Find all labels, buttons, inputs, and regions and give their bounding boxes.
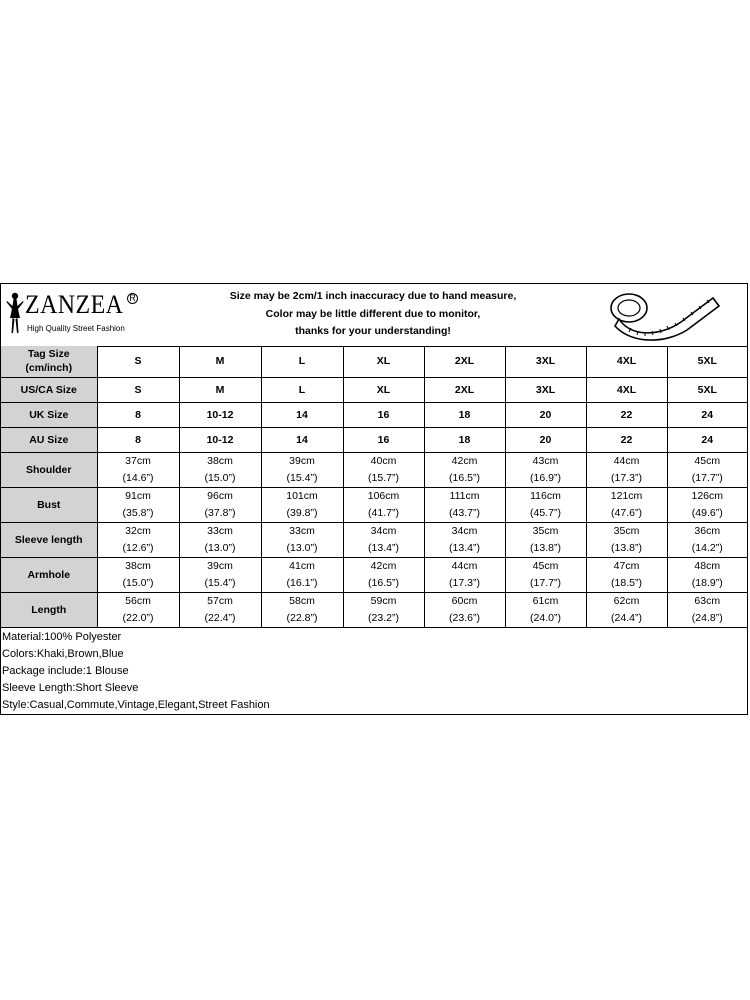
measurement-inch: (24.4”) (611, 611, 642, 624)
measurement-cell (261, 592, 343, 627)
size-header-cell: L (261, 346, 343, 377)
measurement-cm: 37cm (125, 454, 151, 467)
measurement-cell (261, 522, 343, 557)
size-cell: 14 (261, 402, 343, 427)
measurement-cm: 111cm (449, 489, 480, 502)
size-cell: XL (343, 377, 424, 402)
size-chart (0, 283, 748, 715)
detail-style: Style:Casual,Commute,Vintage,Elegant,Street Fashion (2, 699, 270, 711)
size-cell: 24 (667, 427, 747, 452)
measurement-cell (343, 452, 424, 487)
measurement-cell (586, 452, 667, 487)
size-cell: S (97, 377, 179, 402)
notice-line: Size may be 2cm/1 inch inaccuracy due to hand measure, (229, 290, 517, 302)
measurement-cm: 56cm (125, 594, 151, 607)
measurement-cm: 39cm (289, 454, 315, 467)
table-row-measurement (1, 592, 747, 627)
measurement-cm: 61cm (532, 594, 559, 607)
measurement-inch: (16.5”) (368, 576, 399, 589)
measurement-cell (586, 557, 667, 592)
measurement-cm: 33cm (207, 524, 233, 537)
measurement-cm: 32cm (125, 524, 151, 537)
measurement-cm: 45cm (694, 454, 721, 467)
measurement-inch: (13.4”) (449, 541, 480, 554)
size-cell: 16 (343, 427, 424, 452)
measurement-cell (97, 592, 179, 627)
measurement-cell (97, 557, 179, 592)
size-cell: 20 (505, 427, 586, 452)
size-header-cell: 3XL (505, 346, 586, 377)
measurement-inch: (47.6”) (611, 506, 642, 519)
measurement-inch: (15.4”) (286, 471, 318, 484)
brand-logo (3, 287, 153, 343)
notice-line: thanks for your understanding! (295, 325, 451, 337)
measurement-cm: 39cm (207, 559, 233, 572)
size-cell: M (179, 377, 261, 402)
size-cell: 14 (261, 427, 343, 452)
measurement-cell (261, 452, 343, 487)
size-cell: 4XL (586, 377, 667, 402)
measurement-cell (261, 487, 343, 522)
measurement-inch: (22.4”) (204, 611, 236, 624)
table-row-tag-size (1, 346, 747, 377)
measurement-cell (586, 487, 667, 522)
notice-line: Color may be little different due to monitor, (265, 307, 481, 320)
measurement-cell (667, 487, 747, 522)
row-label: Shoulder (1, 452, 97, 487)
measurement-inch: (13.8”) (611, 541, 642, 554)
measurement-inch: (24.0”) (530, 611, 561, 624)
measuring-tape-icon (601, 286, 721, 344)
brand-tagline: High Quality Street Fashion (27, 324, 125, 333)
measurement-cm: 47cm (613, 559, 640, 572)
measurement-cell (424, 557, 505, 592)
size-cell: 10-12 (179, 402, 261, 427)
size-cell: 10-12 (179, 427, 261, 452)
measurement-inch: (22.0”) (122, 611, 154, 624)
row-label: Armhole (1, 557, 97, 592)
woman-silhouette-icon (5, 291, 25, 335)
row-label (1, 346, 97, 377)
measurement-inch: (17.7”) (530, 576, 561, 589)
table-row-measurement (1, 487, 747, 522)
measurement-inch: (13.8”) (530, 541, 561, 554)
size-cell: 8 (97, 427, 179, 452)
size-table (1, 346, 747, 628)
measurement-inch: (23.6”) (449, 611, 480, 624)
size-cell: 5XL (667, 377, 747, 402)
measurement-cell (343, 557, 424, 592)
measurement-cell (505, 452, 586, 487)
brand-name: ZANZEA (25, 290, 124, 319)
row-label-line: Tag Size (27, 348, 70, 361)
product-details (2, 629, 270, 714)
measurement-inch: (12.6”) (122, 541, 154, 554)
measurement-inch: (22.8”) (286, 611, 318, 624)
row-label: Length (1, 592, 97, 627)
measurement-cm: 63cm (694, 594, 721, 607)
measurement-inch: (15.4”) (204, 576, 236, 589)
measurement-cell (261, 557, 343, 592)
measurement-cm: 36cm (694, 524, 721, 537)
size-cell: 18 (424, 427, 505, 452)
table-row-measurement (1, 522, 747, 557)
measurement-cm: 42cm (451, 454, 478, 467)
measurement-cell (179, 522, 261, 557)
measurement-inch: (24.8”) (691, 611, 723, 624)
size-header-cell: 4XL (586, 346, 667, 377)
row-label: Sleeve length (1, 522, 97, 557)
row-label: UK Size (1, 402, 97, 427)
size-cell: 24 (667, 402, 747, 427)
measurement-cell (667, 452, 747, 487)
measurement-cell (179, 452, 261, 487)
measurement-inch: (13.0”) (204, 541, 236, 554)
size-header-cell: M (179, 346, 261, 377)
measurement-inch: (18.5”) (611, 576, 642, 589)
measurement-cm: 116cm (530, 489, 561, 502)
table-row-size (1, 427, 747, 452)
size-cell: 8 (97, 402, 179, 427)
measurement-cm: 43cm (532, 454, 559, 467)
measurement-cell (179, 592, 261, 627)
measurement-inch: (43.7”) (449, 506, 480, 519)
measurement-cell (97, 522, 179, 557)
measurement-cm: 106cm (367, 489, 400, 502)
measurement-cm: 41cm (289, 559, 315, 572)
measurement-inch: (15.0”) (122, 576, 154, 589)
size-cell: 16 (343, 402, 424, 427)
measurement-cm: 40cm (370, 454, 397, 467)
measurement-cm: 91cm (125, 489, 151, 502)
measurement-cell (424, 487, 505, 522)
size-cell: 22 (586, 402, 667, 427)
measurement-cm: 35cm (613, 524, 640, 537)
table-row-measurement (1, 557, 747, 592)
measurement-cm: 35cm (532, 524, 559, 537)
measurement-cm: 42cm (370, 559, 397, 572)
measurement-inch: (14.2”) (691, 541, 723, 554)
measurement-cell (586, 592, 667, 627)
measurement-cell (586, 522, 667, 557)
measurement-cm: 60cm (451, 594, 478, 607)
table-row-size (1, 402, 747, 427)
measurement-inch: (13.4”) (368, 541, 399, 554)
measurement-cell (424, 522, 505, 557)
measurement-cm: 126cm (691, 489, 723, 502)
detail-package: Package include:1 Blouse (2, 665, 129, 677)
size-chart-header (1, 284, 747, 347)
measurement-inch: (15.0”) (204, 471, 236, 484)
measurement-cm: 34cm (370, 524, 397, 537)
row-label-line: (cm/inch) (25, 362, 73, 375)
detail-colors: Colors:Khaki,Brown,Blue (2, 648, 124, 660)
measurement-cm: 48cm (694, 559, 721, 572)
measurement-cell (505, 557, 586, 592)
measurement-cell (179, 487, 261, 522)
size-cell: 2XL (424, 377, 505, 402)
measurement-inch: (18.9”) (691, 576, 723, 589)
measurement-inch: (39.8”) (286, 506, 318, 519)
measurement-cell (667, 557, 747, 592)
measurement-inch: (35.8”) (122, 506, 154, 519)
row-label: Bust (1, 487, 97, 522)
measurement-inch: (41.7”) (368, 506, 399, 519)
measurement-inch: (17.3”) (449, 576, 480, 589)
measurement-cell (97, 487, 179, 522)
measurement-cell (424, 592, 505, 627)
measurement-cm: 34cm (451, 524, 478, 537)
measurement-cm: 44cm (451, 559, 478, 572)
size-cell: 20 (505, 402, 586, 427)
size-header-cell: 2XL (424, 346, 505, 377)
measurement-inch: (14.6”) (122, 471, 154, 484)
measurement-inch: (17.7”) (691, 471, 723, 484)
registered-mark: R (127, 293, 138, 304)
measurement-cm: 121cm (610, 489, 643, 502)
size-cell: L (261, 377, 343, 402)
size-cell: 22 (586, 427, 667, 452)
measurement-inch: (45.7”) (530, 506, 561, 519)
measurement-cm: 59cm (370, 594, 397, 607)
size-header-cell: S (97, 346, 179, 377)
measurement-cm: 58cm (289, 594, 315, 607)
size-header-cell: 5XL (667, 346, 747, 377)
measurement-inch: (16.9”) (530, 471, 561, 484)
measurement-cell (179, 557, 261, 592)
measurement-inch: (16.5”) (449, 471, 480, 484)
measurement-cell (505, 592, 586, 627)
measurement-inch: (23.2”) (368, 611, 399, 624)
measurement-cm: 96cm (207, 489, 233, 502)
measurement-inch: (13.0”) (286, 541, 318, 554)
measurement-cm: 38cm (125, 559, 151, 572)
measurement-cell (343, 487, 424, 522)
measurement-cm: 101cm (286, 489, 318, 502)
measurement-inch: (17.3”) (611, 471, 642, 484)
size-cell: 18 (424, 402, 505, 427)
size-header-cell: XL (343, 346, 424, 377)
measurement-notice (173, 288, 573, 341)
measurement-cell (97, 452, 179, 487)
row-label: AU Size (1, 427, 97, 452)
detail-material: Material:100% Polyester (2, 631, 122, 643)
measurement-cm: 62cm (613, 594, 640, 607)
measurement-inch: (16.1”) (286, 576, 318, 589)
measurement-cell (343, 522, 424, 557)
measurement-inch: (37.8”) (204, 506, 236, 519)
measurement-cell (667, 522, 747, 557)
measurement-cell (343, 592, 424, 627)
measurement-cm: 57cm (207, 594, 233, 607)
measurement-cm: 44cm (613, 454, 640, 467)
measurement-cell (505, 522, 586, 557)
measurement-cm: 38cm (207, 454, 233, 467)
table-row-measurement (1, 452, 747, 487)
row-label: US/CA Size (1, 377, 97, 402)
measurement-cell (424, 452, 505, 487)
measurement-cm: 33cm (289, 524, 315, 537)
measurement-cm: 45cm (532, 559, 559, 572)
measurement-inch: (49.6”) (691, 506, 723, 519)
measurement-cell (505, 487, 586, 522)
detail-sleeve-length: Sleeve Length:Short Sleeve (2, 682, 139, 694)
measurement-inch: (15.7”) (368, 471, 399, 484)
table-row-size (1, 377, 747, 402)
measurement-cell (667, 592, 747, 627)
size-cell: 3XL (505, 377, 586, 402)
